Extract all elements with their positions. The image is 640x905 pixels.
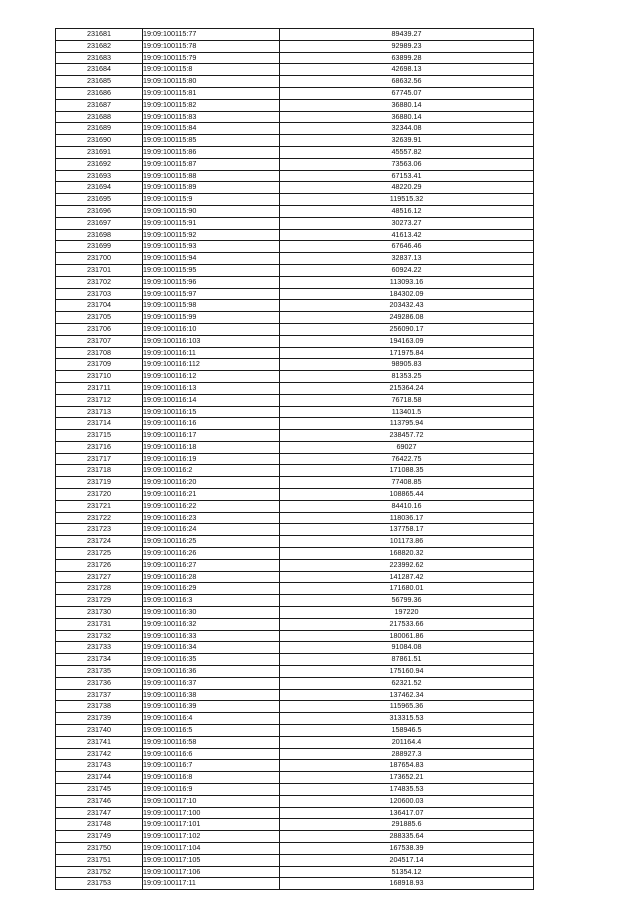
table-row xyxy=(56,135,534,147)
amount-cell: 217533.66 xyxy=(280,618,534,630)
cadastral-number-cell: 19:09:100117:11 xyxy=(143,878,280,890)
table-row xyxy=(56,477,534,489)
table-body xyxy=(56,29,534,890)
cadastral-number-cell: 19:09:100115:82 xyxy=(143,99,280,111)
amount-cell: 32639.91 xyxy=(280,135,534,147)
table-row xyxy=(56,559,534,571)
table-row xyxy=(56,418,534,430)
table-row xyxy=(56,52,534,64)
row-id-cell: 231750 xyxy=(56,842,143,854)
table-row xyxy=(56,500,534,512)
row-id-cell: 231753 xyxy=(56,878,143,890)
table-row xyxy=(56,453,534,465)
row-id-cell: 231709 xyxy=(56,359,143,371)
row-id-cell: 231704 xyxy=(56,300,143,312)
cadastral-number-cell: 19:09:100116:26 xyxy=(143,548,280,560)
cadastral-number-cell: 19:09:100116:16 xyxy=(143,418,280,430)
row-id-cell: 231737 xyxy=(56,689,143,701)
row-id-cell: 231736 xyxy=(56,677,143,689)
amount-cell: 173652.21 xyxy=(280,772,534,784)
cadastral-number-cell: 19:09:100115:8 xyxy=(143,64,280,76)
amount-cell: 48516.12 xyxy=(280,205,534,217)
amount-cell: 187654.83 xyxy=(280,760,534,772)
row-id-cell: 231726 xyxy=(56,559,143,571)
amount-cell: 73563.06 xyxy=(280,158,534,170)
cadastral-number-cell: 19:09:100116:39 xyxy=(143,701,280,713)
table-row xyxy=(56,465,534,477)
cadastral-number-cell: 19:09:100117:10 xyxy=(143,795,280,807)
amount-cell: 115965.36 xyxy=(280,701,534,713)
cadastral-number-cell: 19:09:100115:97 xyxy=(143,288,280,300)
table-row xyxy=(56,866,534,878)
table-row xyxy=(56,760,534,772)
cadastral-number-cell: 19:09:100116:27 xyxy=(143,559,280,571)
amount-cell: 67646.46 xyxy=(280,241,534,253)
table-row xyxy=(56,99,534,111)
amount-cell: 98905.83 xyxy=(280,359,534,371)
table-row xyxy=(56,29,534,41)
cadastral-number-cell: 19:09:100116:29 xyxy=(143,583,280,595)
row-id-cell: 231695 xyxy=(56,194,143,206)
amount-cell: 184302.09 xyxy=(280,288,534,300)
amount-cell: 174835.53 xyxy=(280,784,534,796)
amount-cell: 201164.4 xyxy=(280,736,534,748)
row-id-cell: 231724 xyxy=(56,536,143,548)
amount-cell: 204517.14 xyxy=(280,854,534,866)
row-id-cell: 231729 xyxy=(56,595,143,607)
cadastral-number-cell: 19:09:100115:78 xyxy=(143,40,280,52)
amount-cell: 120600.03 xyxy=(280,795,534,807)
cadastral-number-cell: 19:09:100116:14 xyxy=(143,394,280,406)
amount-cell: 203432.43 xyxy=(280,300,534,312)
table-row xyxy=(56,736,534,748)
row-id-cell: 231712 xyxy=(56,394,143,406)
cadastral-number-cell: 19:09:100117:101 xyxy=(143,819,280,831)
cadastral-number-cell: 19:09:100115:95 xyxy=(143,264,280,276)
amount-cell: 62321.52 xyxy=(280,677,534,689)
cadastral-number-cell: 19:09:100115:93 xyxy=(143,241,280,253)
amount-cell: 91084.08 xyxy=(280,642,534,654)
amount-cell: 76422.75 xyxy=(280,453,534,465)
amount-cell: 45557.82 xyxy=(280,146,534,158)
amount-cell: 30273.27 xyxy=(280,217,534,229)
table-row xyxy=(56,264,534,276)
cadastral-number-cell: 19:09:100116:15 xyxy=(143,406,280,418)
row-id-cell: 231749 xyxy=(56,831,143,843)
amount-cell: 51354.12 xyxy=(280,866,534,878)
amount-cell: 56799.36 xyxy=(280,595,534,607)
cadastral-number-cell: 19:09:100116:13 xyxy=(143,382,280,394)
amount-cell: 89439.27 xyxy=(280,29,534,41)
cadastral-number-cell: 19:09:100115:98 xyxy=(143,300,280,312)
row-id-cell: 231752 xyxy=(56,866,143,878)
cadastral-number-cell: 19:09:100115:80 xyxy=(143,76,280,88)
cadastral-number-cell: 19:09:100115:79 xyxy=(143,52,280,64)
table-row xyxy=(56,182,534,194)
table-row xyxy=(56,677,534,689)
amount-cell: 48220.29 xyxy=(280,182,534,194)
cadastral-number-cell: 19:09:100115:89 xyxy=(143,182,280,194)
row-id-cell: 231687 xyxy=(56,99,143,111)
cadastral-number-cell: 19:09:100116:7 xyxy=(143,760,280,772)
amount-cell: 158946.5 xyxy=(280,725,534,737)
cadastral-number-cell: 19:09:100116:9 xyxy=(143,784,280,796)
amount-cell: 67153.41 xyxy=(280,170,534,182)
row-id-cell: 231703 xyxy=(56,288,143,300)
table-row xyxy=(56,123,534,135)
table-row xyxy=(56,347,534,359)
table-row xyxy=(56,536,534,548)
row-id-cell: 231702 xyxy=(56,276,143,288)
row-id-cell: 231708 xyxy=(56,347,143,359)
row-id-cell: 231719 xyxy=(56,477,143,489)
row-id-cell: 231743 xyxy=(56,760,143,772)
table-row xyxy=(56,571,534,583)
table-row xyxy=(56,701,534,713)
table-row xyxy=(56,642,534,654)
row-id-cell: 231739 xyxy=(56,713,143,725)
cadastral-number-cell: 19:09:100116:24 xyxy=(143,524,280,536)
cadastral-number-cell: 19:09:100116:12 xyxy=(143,371,280,383)
row-id-cell: 231723 xyxy=(56,524,143,536)
row-id-cell: 231742 xyxy=(56,748,143,760)
cadastral-number-cell: 19:09:100115:86 xyxy=(143,146,280,158)
row-id-cell: 231740 xyxy=(56,725,143,737)
amount-cell: 167538.39 xyxy=(280,842,534,854)
table-row xyxy=(56,359,534,371)
table-row xyxy=(56,40,534,52)
table-row xyxy=(56,489,534,501)
cadastral-number-cell: 19:09:100116:34 xyxy=(143,642,280,654)
row-id-cell: 231683 xyxy=(56,52,143,64)
amount-cell: 118036.17 xyxy=(280,512,534,524)
row-id-cell: 231682 xyxy=(56,40,143,52)
amount-cell: 137758.17 xyxy=(280,524,534,536)
table-row xyxy=(56,784,534,796)
data-table xyxy=(55,28,534,890)
amount-cell: 101173.86 xyxy=(280,536,534,548)
table-row xyxy=(56,666,534,678)
cadastral-number-cell: 19:09:100115:85 xyxy=(143,135,280,147)
cadastral-number-cell: 19:09:100116:22 xyxy=(143,500,280,512)
cadastral-number-cell: 19:09:100117:106 xyxy=(143,866,280,878)
table-row xyxy=(56,595,534,607)
table-row xyxy=(56,288,534,300)
amount-cell: 171088.35 xyxy=(280,465,534,477)
amount-cell: 313315.53 xyxy=(280,713,534,725)
table-row xyxy=(56,548,534,560)
cadastral-number-cell: 19:09:100116:103 xyxy=(143,335,280,347)
row-id-cell: 231694 xyxy=(56,182,143,194)
table-row xyxy=(56,158,534,170)
cadastral-number-cell: 19:09:100115:81 xyxy=(143,87,280,99)
table-row xyxy=(56,382,534,394)
row-id-cell: 231699 xyxy=(56,241,143,253)
row-id-cell: 231747 xyxy=(56,807,143,819)
cadastral-number-cell: 19:09:100115:84 xyxy=(143,123,280,135)
amount-cell: 288335.64 xyxy=(280,831,534,843)
cadastral-number-cell: 19:09:100116:58 xyxy=(143,736,280,748)
row-id-cell: 231734 xyxy=(56,654,143,666)
amount-cell: 108865.44 xyxy=(280,489,534,501)
amount-cell: 60924.22 xyxy=(280,264,534,276)
table-row xyxy=(56,583,534,595)
cadastral-number-cell: 19:09:100115:87 xyxy=(143,158,280,170)
row-id-cell: 231720 xyxy=(56,489,143,501)
amount-cell: 175160.94 xyxy=(280,666,534,678)
amount-cell: 32344.08 xyxy=(280,123,534,135)
table-row xyxy=(56,524,534,536)
table-row xyxy=(56,87,534,99)
table-row xyxy=(56,253,534,265)
table-row xyxy=(56,241,534,253)
cadastral-number-cell: 19:09:100116:6 xyxy=(143,748,280,760)
amount-cell: 42698.13 xyxy=(280,64,534,76)
cadastral-number-cell: 19:09:100116:2 xyxy=(143,465,280,477)
cadastral-number-cell: 19:09:100117:100 xyxy=(143,807,280,819)
table-row xyxy=(56,430,534,442)
table-row xyxy=(56,335,534,347)
row-id-cell: 231722 xyxy=(56,512,143,524)
amount-cell: 81353.25 xyxy=(280,371,534,383)
amount-cell: 87861.51 xyxy=(280,654,534,666)
row-id-cell: 231688 xyxy=(56,111,143,123)
row-id-cell: 231727 xyxy=(56,571,143,583)
cadastral-number-cell: 19:09:100115:96 xyxy=(143,276,280,288)
cadastral-number-cell: 19:09:100116:20 xyxy=(143,477,280,489)
amount-cell: 36880.14 xyxy=(280,111,534,123)
cadastral-number-cell: 19:09:100116:36 xyxy=(143,666,280,678)
cadastral-number-cell: 19:09:100116:4 xyxy=(143,713,280,725)
table-row xyxy=(56,831,534,843)
table-row xyxy=(56,795,534,807)
row-id-cell: 231725 xyxy=(56,548,143,560)
cadastral-number-cell: 19:09:100115:9 xyxy=(143,194,280,206)
amount-cell: 194163.09 xyxy=(280,335,534,347)
table-row xyxy=(56,819,534,831)
table-row xyxy=(56,194,534,206)
cadastral-number-cell: 19:09:100115:90 xyxy=(143,205,280,217)
cadastral-number-cell: 19:09:100117:105 xyxy=(143,854,280,866)
table-row xyxy=(56,807,534,819)
cadastral-number-cell: 19:09:100116:28 xyxy=(143,571,280,583)
row-id-cell: 231696 xyxy=(56,205,143,217)
table-row xyxy=(56,312,534,324)
table-row xyxy=(56,748,534,760)
row-id-cell: 231690 xyxy=(56,135,143,147)
cadastral-number-cell: 19:09:100116:30 xyxy=(143,607,280,619)
row-id-cell: 231745 xyxy=(56,784,143,796)
cadastral-number-cell: 19:09:100116:10 xyxy=(143,323,280,335)
row-id-cell: 231706 xyxy=(56,323,143,335)
cadastral-number-cell: 19:09:100115:94 xyxy=(143,253,280,265)
cadastral-number-cell: 19:09:100116:33 xyxy=(143,630,280,642)
cadastral-number-cell: 19:09:100116:23 xyxy=(143,512,280,524)
cadastral-number-cell: 19:09:100116:25 xyxy=(143,536,280,548)
table-row xyxy=(56,842,534,854)
cadastral-number-cell: 19:09:100116:3 xyxy=(143,595,280,607)
row-id-cell: 231691 xyxy=(56,146,143,158)
amount-cell: 63899.28 xyxy=(280,52,534,64)
table-row xyxy=(56,607,534,619)
row-id-cell: 231730 xyxy=(56,607,143,619)
amount-cell: 249286.08 xyxy=(280,312,534,324)
cadastral-number-cell: 19:09:100116:21 xyxy=(143,489,280,501)
cadastral-number-cell: 19:09:100116:38 xyxy=(143,689,280,701)
table-row xyxy=(56,170,534,182)
table-row xyxy=(56,146,534,158)
amount-cell: 76718.58 xyxy=(280,394,534,406)
amount-cell: 113795.94 xyxy=(280,418,534,430)
cadastral-number-cell: 19:09:100117:102 xyxy=(143,831,280,843)
row-id-cell: 231717 xyxy=(56,453,143,465)
row-id-cell: 231689 xyxy=(56,123,143,135)
amount-cell: 68632.56 xyxy=(280,76,534,88)
cadastral-number-cell: 19:09:100116:19 xyxy=(143,453,280,465)
row-id-cell: 231735 xyxy=(56,666,143,678)
cadastral-number-cell: 19:09:100115:83 xyxy=(143,111,280,123)
table-row xyxy=(56,854,534,866)
row-id-cell: 231715 xyxy=(56,430,143,442)
amount-cell: 77408.85 xyxy=(280,477,534,489)
row-id-cell: 231700 xyxy=(56,253,143,265)
row-id-cell: 231721 xyxy=(56,500,143,512)
cadastral-number-cell: 19:09:100116:11 xyxy=(143,347,280,359)
amount-cell: 256090.17 xyxy=(280,323,534,335)
cadastral-number-cell: 19:09:100116:112 xyxy=(143,359,280,371)
table-row xyxy=(56,654,534,666)
amount-cell: 291885.6 xyxy=(280,819,534,831)
cadastral-number-cell: 19:09:100115:77 xyxy=(143,29,280,41)
table-row xyxy=(56,111,534,123)
cadastral-number-cell: 19:09:100115:99 xyxy=(143,312,280,324)
row-id-cell: 231692 xyxy=(56,158,143,170)
table-row xyxy=(56,689,534,701)
row-id-cell: 231716 xyxy=(56,441,143,453)
amount-cell: 288927.3 xyxy=(280,748,534,760)
table-row xyxy=(56,205,534,217)
cadastral-number-cell: 19:09:100116:32 xyxy=(143,618,280,630)
row-id-cell: 231697 xyxy=(56,217,143,229)
table-row xyxy=(56,394,534,406)
row-id-cell: 231693 xyxy=(56,170,143,182)
amount-cell: 171975.84 xyxy=(280,347,534,359)
table-row xyxy=(56,772,534,784)
row-id-cell: 231748 xyxy=(56,819,143,831)
table-row xyxy=(56,371,534,383)
row-id-cell: 231741 xyxy=(56,736,143,748)
table-row xyxy=(56,323,534,335)
row-id-cell: 231718 xyxy=(56,465,143,477)
row-id-cell: 231746 xyxy=(56,795,143,807)
amount-cell: 141287.42 xyxy=(280,571,534,583)
amount-cell: 215364.24 xyxy=(280,382,534,394)
table-row xyxy=(56,76,534,88)
table-row xyxy=(56,217,534,229)
row-id-cell: 231698 xyxy=(56,229,143,241)
cadastral-number-cell: 19:09:100116:35 xyxy=(143,654,280,666)
table-row xyxy=(56,713,534,725)
table-row xyxy=(56,276,534,288)
amount-cell: 119515.32 xyxy=(280,194,534,206)
amount-cell: 197220 xyxy=(280,607,534,619)
cadastral-number-cell: 19:09:100116:8 xyxy=(143,772,280,784)
row-id-cell: 231707 xyxy=(56,335,143,347)
row-id-cell: 231732 xyxy=(56,630,143,642)
amount-cell: 67745.07 xyxy=(280,87,534,99)
amount-cell: 69027 xyxy=(280,441,534,453)
amount-cell: 171680.01 xyxy=(280,583,534,595)
table-row xyxy=(56,512,534,524)
row-id-cell: 231751 xyxy=(56,854,143,866)
amount-cell: 136417.07 xyxy=(280,807,534,819)
table-row xyxy=(56,878,534,890)
amount-cell: 180061.86 xyxy=(280,630,534,642)
row-id-cell: 231684 xyxy=(56,64,143,76)
row-id-cell: 231713 xyxy=(56,406,143,418)
amount-cell: 238457.72 xyxy=(280,430,534,442)
row-id-cell: 231685 xyxy=(56,76,143,88)
amount-cell: 92989.23 xyxy=(280,40,534,52)
cadastral-number-cell: 19:09:100116:18 xyxy=(143,441,280,453)
row-id-cell: 231710 xyxy=(56,371,143,383)
table-row xyxy=(56,441,534,453)
table-row xyxy=(56,300,534,312)
row-id-cell: 231701 xyxy=(56,264,143,276)
row-id-cell: 231711 xyxy=(56,382,143,394)
cadastral-number-cell: 19:09:100117:104 xyxy=(143,842,280,854)
row-id-cell: 231686 xyxy=(56,87,143,99)
cadastral-number-cell: 19:09:100116:17 xyxy=(143,430,280,442)
row-id-cell: 231714 xyxy=(56,418,143,430)
amount-cell: 84410.16 xyxy=(280,500,534,512)
amount-cell: 168820.32 xyxy=(280,548,534,560)
amount-cell: 223992.62 xyxy=(280,559,534,571)
table-row xyxy=(56,229,534,241)
table-row xyxy=(56,618,534,630)
row-id-cell: 231681 xyxy=(56,29,143,41)
amount-cell: 113401.5 xyxy=(280,406,534,418)
table-row xyxy=(56,630,534,642)
cadastral-number-cell: 19:09:100116:37 xyxy=(143,677,280,689)
row-id-cell: 231705 xyxy=(56,312,143,324)
amount-cell: 32837.13 xyxy=(280,253,534,265)
amount-cell: 168918.93 xyxy=(280,878,534,890)
amount-cell: 137462.34 xyxy=(280,689,534,701)
cadastral-number-cell: 19:09:100115:91 xyxy=(143,217,280,229)
row-id-cell: 231731 xyxy=(56,618,143,630)
cadastral-number-cell: 19:09:100116:5 xyxy=(143,725,280,737)
table-row xyxy=(56,725,534,737)
amount-cell: 113093.16 xyxy=(280,276,534,288)
cadastral-number-cell: 19:09:100115:88 xyxy=(143,170,280,182)
table-row xyxy=(56,406,534,418)
row-id-cell: 231733 xyxy=(56,642,143,654)
amount-cell: 36880.14 xyxy=(280,99,534,111)
cadastral-number-cell: 19:09:100115:92 xyxy=(143,229,280,241)
amount-cell: 41613.42 xyxy=(280,229,534,241)
row-id-cell: 231744 xyxy=(56,772,143,784)
table-row xyxy=(56,64,534,76)
row-id-cell: 231728 xyxy=(56,583,143,595)
row-id-cell: 231738 xyxy=(56,701,143,713)
